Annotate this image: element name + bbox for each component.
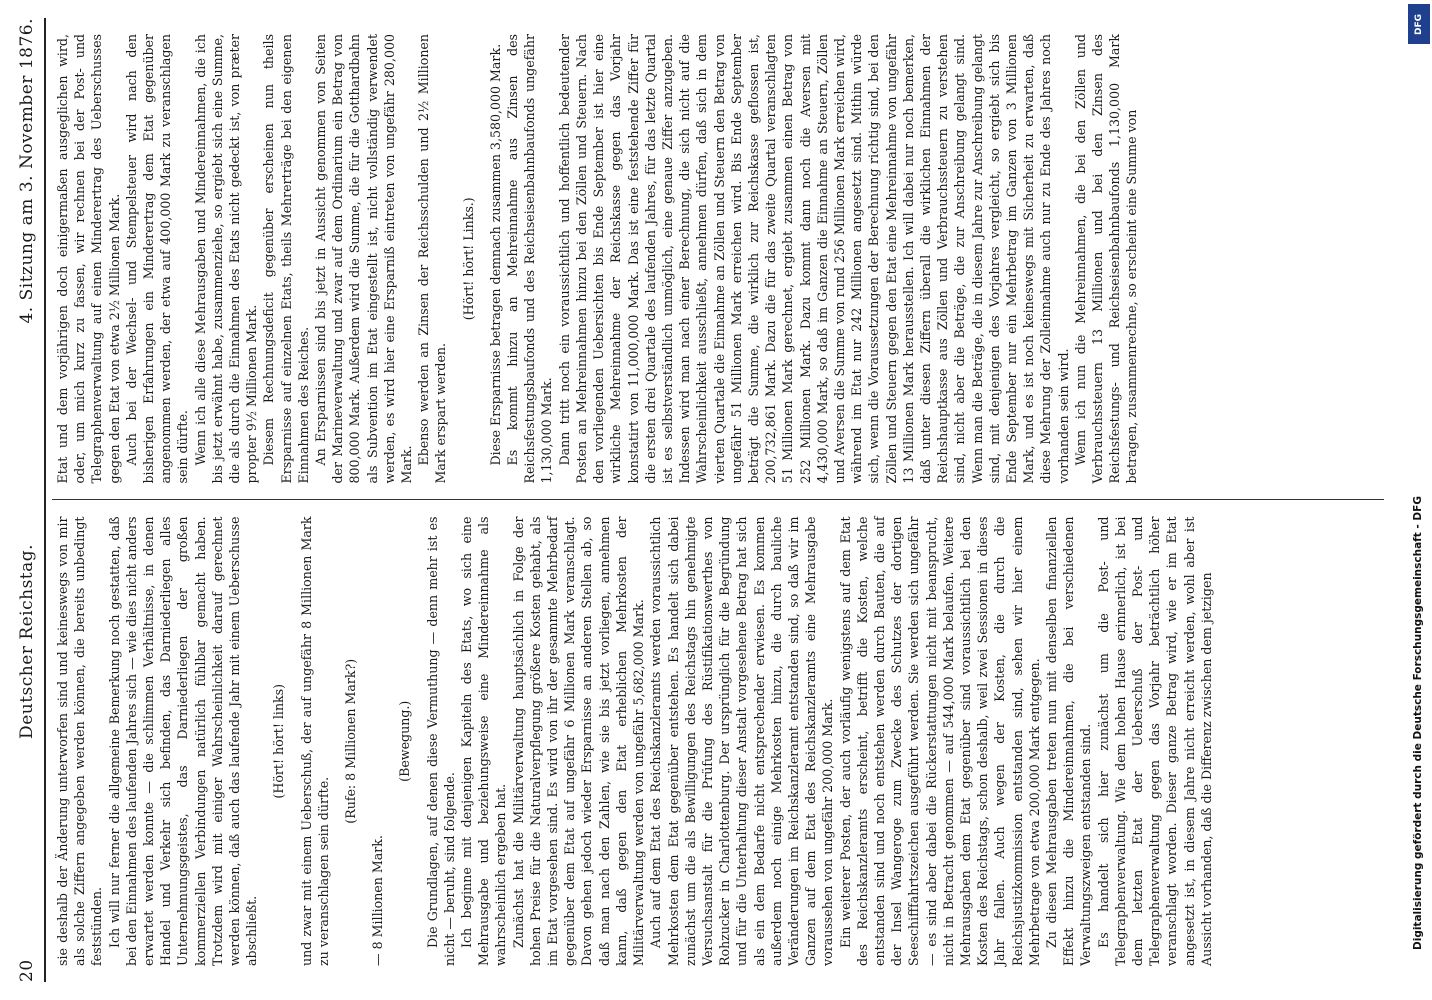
paragraph: Diese Ersparnisse betragen demnach zusammen 3,580,000 Mark. bbox=[487, 43, 503, 466]
page-number: 20 bbox=[17, 959, 37, 982]
interjection: (Hört! hört! links) bbox=[271, 683, 287, 799]
paragraph: Diesem Rechnungsdeficit gegenüber erscheinen nun theils Ersparnisse auf einzelnen Etats, theils Mehrerträge bei den eigenen Einnahmen des Reiches. bbox=[261, 34, 311, 484]
paragraph: Es handelt sich hier zunächst um die Post- und Telegraphenverwaltung. Wie dem hohen Hause erinnerlich, ist bei dem letzten Etat der Ueberschuß der Post- und Telegraphenverwaltung gegen das Vorjahr beträchtlich höher veranschlagt worden. Dieser ganze Betrag wird, wie er im Etat angesetzt ist, in diesem Jahre nicht erreicht werden, wohl aber ist Aussicht vorhanden, daß die Differenz zwischen dem jetzigen bbox=[1095, 516, 1214, 966]
column-divider bbox=[52, 500, 1384, 501]
sponsor-note: Digitalisierung gefördert durch die Deutsche Forschungsgemeinschaft - DFG bbox=[1412, 496, 1424, 950]
paragraph: Dann tritt noch ein voraussichtlich und hoffentlich bedeutender Posten an Mehreinnahmen hinzu bei den Zöllen und Steuern. Nach den vorliegenden Uebersichten bis Ende September ist hier eine wirkliche Mehreinnahme der Reichskasse gegen das Vorjahr konstatirt von 11,000,000 Mark. Das ist eine feststehende Ziffer für die ersten drei Quartale des laufenden Jahres, für das letzte Quartal ist es selbstverständlich unmöglich, eine genaue Ziffer anzugeben. Indessen wird man nach einer Berechnung, die sich nicht auf die Wahrscheinlichkeit ausschließt, annehmen dürfen, daß sich in dem vierten Quartale die Einnahme an Zöllen und Steuern den Betrag von ungefähr 51 Millionen Mark erreichen wird. Bis Ende September beträgt die Summe, die wirklich zur Reichskasse geflossen ist, 200,732,861 Mark. Dazu die für das zweite Quartal veranschlagten 51 Millionen Mark gerechnet, ergiebt zusammen einen Betrag von 252 Millionen Mark. Dazu kommt dann noch die Aversen mit 4,430,000 Mark, so daß im Ganzen die Einnahme an Steuern, Zöllen und Aversen die Summe von rund 256 Millionen Mark erreichen wird, während im Etat nur 242 Millionen angesetzt sind. Mithin würde sich, wenn die Voraussetzungen der Berechnung richtig sind, bei den Zöllen und Steuern gegen den Etat eine Mehreinnahme von ungefähr 13 Millionen Mark herausstellen. Ich will dabei nur noch bemerken, daß unter diesen Ziffern überall die wirklichen Einnahmen der Reichshauptkasse aus Zöllen und Verbrauchssteuern zu verstehen sind, nicht aber die Beträge, die zur Anschreibung gelangt sind. Wenn man die Beträge, die in diesem Jahre zur Anschreibung gelangt sind, mit denjenigen des Vorjahres vergleicht, so ergiebt sich bis Ende September nur ein Mehrbetrag im Ganzen von 3 Millionen Mark, und es ist noch keineswegs mit Sicherheit zu erwarten, daß diese Mehrung der Zolleinnahme auch nur zu Ende des Jahres noch vorhanden sein wird. bbox=[556, 34, 1071, 484]
paragraph: Es kommt hinzu an Mehreinnahme aus Zinsen des Reichsfestungsbaufonds und des Reichseisenbahnbaufonds ungefähr 1,130,000 Mark. bbox=[505, 34, 555, 484]
text-columns bbox=[50, 18, 1386, 982]
paragraph: Zu diesen Mehrausgaben treten nun mit denselben finanziellen Effekt hinzu die Mindereinnahmen, die bei verschiedenen Verwaltungszweigen entstanden sind. bbox=[1043, 516, 1094, 966]
paragraph: — 8 Millionen Mark. bbox=[370, 835, 386, 966]
paragraph: Auch bei der Wechsel- und Stempelsteuer wird nach den bisherigen Erfahrungen ein Minderertrag dem Etat gegenüber angenommen werden, der etwa auf 400,000 Mark zu veranschlagen sein dürfte. bbox=[123, 34, 191, 484]
paragraph: An Ersparnissen sind bis jetzt in Aussicht genommen von Seiten der Marineverwaltung und zwar auf dem Ordinarium ein Betrag von 800,000 Mark. Außerdem wird die Summe, die für die Gotthardbahn als Subvention im Etat eingestellt ist, nicht vollständig verwendet werden, es wird hier eine Ersparniß eintreten von ungefähr 280,000 Mark. bbox=[313, 34, 415, 484]
page-header bbox=[12, 18, 42, 982]
paragraph: und zwar mit einem Ueberschuß, der auf ungefähr 8 Millionen Mark zu veranschlagen sein dürfte. bbox=[298, 516, 331, 966]
paragraph: Ein weiterer Posten, der auch vorläufig wenigstens auf dem Etat des Reichskanzleramts erscheint, betrifft die Kosten, welche entstanden sind und noch entstehen werden durch Bauten, die auf der Insel Wangeroge zum Zwecke des Schutzes der dortigen Seeschifffahrtszeichen ausgeführt werden. Sie werden sich ungefähr — es sind aber dabei die Rückerstattungen nicht mit beansprucht, nicht in Betracht genommen — auf 544,000 Mark belaufen. Weitere Mehrausgaben dem Etat gegenüber sind voraussichtlich bei den Kosten des Reichstags, schon deshalb, weil zwei Sessionen in dieses Jahr fallen. Auch wegen der Kosten, die durch die Reichsjustizkommission entstanden sind, sehen wir hier einem Mehrbetrage von etwa 200,000 Mark entgegen. bbox=[837, 516, 1042, 966]
paragraph: Ich will nur ferner die allgemeine Bemerkung noch gestatten, daß bei den Einnahmen des laufenden Jahres sich — wie dies nicht anders erwartet werden konnte — die schlimmen Verhältnisse, in denen Handel und Verkehr sich befinden, das Darniederliegen alles Unternehmungsgeistes, das Darniederliegen der großen kommerziellen Verbindungen natürlich fühlbar gemacht haben. Trotzdem wird mit einiger Wahrscheinlichkeit darauf gerechnet werden können, daß auch das laufende Jahr mit einem Ueberschusse abschließt. bbox=[106, 516, 260, 966]
interjection: (Bewegung.) bbox=[397, 700, 413, 782]
interjection: (Rufe: 8 Millionen Mark?) bbox=[343, 658, 359, 824]
paragraph: Ich beginne mit denjenigen Kapiteln des Etats, wo sich eine Mehrausgabe und beziehungsweise eine Mindereinnahme als wahrscheinlich ergeben hat. bbox=[459, 516, 509, 966]
paragraph: Zunächst hat die Militärverwaltung hauptsächlich in Folge der hohen Preise für die Naturalverpflegung größere Kosten gehabt, als im Etat vorgesehen sind. Es wird von ihr der gesammte Mehrbedarf gegenüber dem Etat auf ungefähr 6 Millionen Mark veranschlagt. Davon gehen jedoch wieder Ersparnisse an anderen Stellen ab, so daß man nach den Zahlen, wie sie bis jetzt vorliegen, annehmen kann, daß gegen den Etat erheblichen Mehrkosten der Militärverwaltung werden von ungefähr 5,682,000 Mark. bbox=[510, 516, 647, 966]
paragraph: sie deshalb der Änderung unterworfen sind und keineswegs von mir als solche Ziffern angegeben werden können, die bereits unbedingt feststünden. bbox=[55, 516, 105, 966]
paragraph: Etat und dem vorjährigen doch einigermaßen ausgeglichen wird, oder, um mich kurz zu fassen, wir rechnen bei der Post- und Telegraphenverwaltung auf einen Minderertrag des Ueberschusses gegen den Etat von etwa 2½ Millionen Mark. bbox=[55, 34, 122, 484]
paragraph: Ebenso werden an Zinsen der Reichsschulden und 2½ Millionen Mark erspart werden. bbox=[416, 34, 449, 484]
paragraph: Die Grundlagen, auf denen diese Vermuthung — denn mehr ist es nicht — beruht, sind folgende. bbox=[424, 516, 457, 966]
session-title: 4. Sitzung am 3. November 1876. bbox=[17, 18, 37, 324]
paragraph: Wenn ich nun die Mehreinnahmen, die bei den Zöllen und Verbrauchssteuern 13 Millionen und bei den Zinsen des Reichsfestungs- und Reichseisenbahnbaufonds 1,130,000 Mark betragen, zusammenrechne, so erscheint eine Summe von bbox=[1072, 34, 1140, 484]
interjection: (Hört! hört! Links.) bbox=[460, 197, 476, 321]
dfg-logo: DFG bbox=[1408, 4, 1430, 44]
publication-title: Deutscher Reichstag. bbox=[17, 543, 37, 739]
text-column-left bbox=[50, 501, 1386, 983]
text-column-right bbox=[50, 18, 1386, 500]
paragraph: Auch auf dem Etat des Reichskanzleramts werden voraussichtlich Mehrkosten dem Etat gegenüber entstehen. Es handelt sich dabei zunächst um die als Bewilligungen des Reichstags hin genehmigte Versuchsanstalt für die Prüfung des Rüstifikationswerthes von Rohzucker in Charlottenburg. Der ursprünglich für die Begründung und für die Unterhaltung dieser Anstalt vorgesehene Betrag hat sich als ein dem Bedarfe nicht entsprechender erwiesen. Es kommen außerdem noch einige Mehrkosten hinzu, die durch bauliche Veränderungen im Reichskanzleramt entstanden sind, so daß wir im Ganzen auf dem Etat des Reichskanzleramts eine Mehrausgabe voraussehen von ungefähr 200,000 Mark. bbox=[648, 516, 836, 966]
paragraph: Wenn ich alle diese Mehrausgaben und Mindereinnahmen, die ich bis jetzt erwähnt habe, zusammenziehe, so ergiebt sich eine Summe, die als durch die Einnahmen des Etats nicht gedeckt ist, von præter propter 9½ Millionen Mark. bbox=[192, 34, 260, 484]
header-rule bbox=[44, 18, 46, 982]
